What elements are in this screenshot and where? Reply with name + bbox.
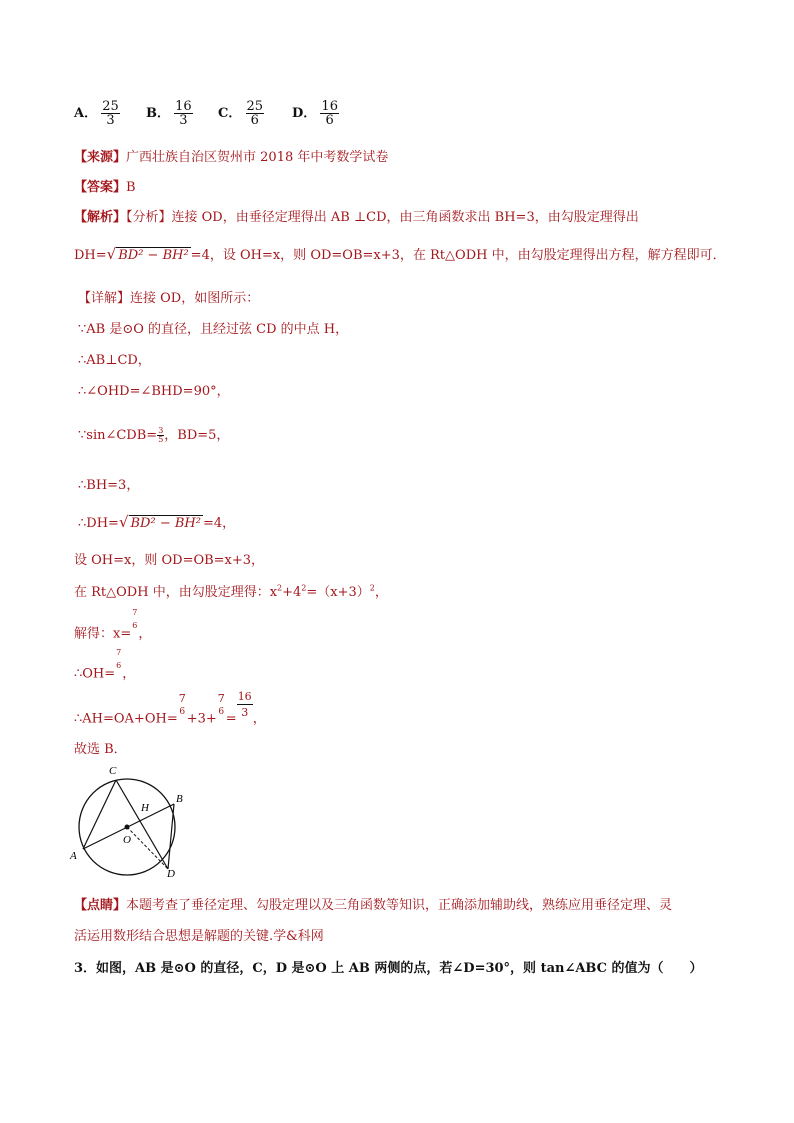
comment-tag: 【点睛】	[74, 898, 127, 913]
detail-step-12: 故选 B．	[74, 742, 127, 757]
oh-fraction: 7 6	[116, 648, 122, 670]
label-b: B	[176, 793, 183, 805]
detail-step-2: ∴AB⊥CD，	[78, 353, 151, 368]
circle-diagram	[66, 760, 200, 878]
option-c-letter: C．	[218, 106, 242, 121]
source-line	[74, 146, 388, 165]
label-c: C	[109, 765, 117, 777]
source-tag: 【来源】	[74, 150, 127, 165]
option-a	[74, 100, 120, 127]
question-3: 3．如图，AB 是⊙O 的直径，C，D 是⊙O 上 AB 两侧的点，若∠D=30°，则 tan∠ABC 的值为（ ）	[74, 961, 703, 976]
option-c	[218, 100, 264, 127]
label-h: H	[141, 802, 149, 814]
detail-radicand: BD² − BH²	[130, 516, 201, 531]
option-a-letter: A．	[74, 106, 98, 121]
comment-text-1: 本题考查了垂径定理、勾股定理以及三角函数等知识，正确添加辅助线，熟练应用垂径定理、灵	[126, 898, 673, 913]
analysis-line-2: DH=√ BD² − BH² =4，设 OH=x，则 OD=OB=x+3，在 Rt△ODH 中，由勾股定理得出方程，解方程即可．	[74, 245, 726, 263]
source-text: 广西壮族自治区贺州市 2018 年中考数学试卷	[126, 150, 389, 165]
detail-step-6: ∴DH=√ BD² − BH² =4，	[78, 513, 236, 531]
option-b	[146, 100, 193, 127]
label-o: O	[123, 834, 131, 846]
option-c-fraction: $\frac{25}{6}$	[246, 99, 264, 128]
option-d	[292, 100, 339, 127]
chord-ca	[83, 780, 116, 849]
option-d-fraction: $\frac{16}{6}$	[321, 99, 338, 128]
analysis-radicand: BD² − BH²	[118, 248, 189, 263]
option-a-fraction: $\frac{25}{3}$	[102, 99, 119, 128]
sin-fraction: $\frac{3}{5}$	[158, 426, 164, 444]
detail-step-4: ∵sin∠CDB= $\frac{3}{5}$ ，BD=5，	[78, 426, 230, 444]
answer-tag: 【答案】	[74, 180, 127, 195]
label-a: A	[70, 850, 77, 862]
detail-step-11: ∴AH=OA+OH= 7 6 +3+ 7 6 = $\frac{16}{3}$ ，	[74, 690, 266, 727]
comment-line-1	[74, 894, 672, 913]
label-d: D	[167, 868, 175, 878]
comment-line-2: 活运用数形结合思想是解题的关键.学&科网	[74, 929, 324, 944]
center-point	[125, 825, 130, 830]
detail-step-3: ∴∠OHD=∠BHD=90°，	[78, 384, 230, 399]
option-d-letter: D．	[292, 106, 317, 121]
detail-step-1: ∵AB 是⊙O 的直径，且经过弦 CD 的中点 H，	[78, 322, 349, 337]
answer-text: B	[126, 180, 136, 195]
analysis-text-1: 【分析】连接 OD，由垂径定理得出 AB ⊥CD，由三角函数求出 BH=3，由勾股定理得出	[126, 210, 639, 225]
analysis-line-1	[74, 206, 639, 225]
detail-step-9: 解得：x= 7 6 ，	[74, 608, 152, 642]
detail-step-5: ∴BH=3，	[78, 478, 140, 493]
answer-line	[74, 176, 136, 195]
detail-intro: 【详解】连接 OD，如图所示：	[78, 291, 260, 306]
chord-cd	[116, 780, 168, 869]
analysis-tag: 【解析】	[74, 210, 127, 225]
option-b-letter: B．	[146, 106, 170, 121]
chord-bd	[168, 804, 174, 869]
detail-step-10: ∴OH= 7 6 ，	[74, 648, 136, 682]
x-fraction: 7 6	[132, 608, 138, 630]
option-b-fraction: $\frac{16}{3}$	[175, 99, 192, 128]
detail-step-8: 在 Rt△ODH 中，由勾股定理得：$x^2+4^2=(x+3)^2$，	[74, 583, 388, 600]
detail-step-7: 设 OH=x，则 OD=OB=x+3，	[74, 553, 265, 568]
